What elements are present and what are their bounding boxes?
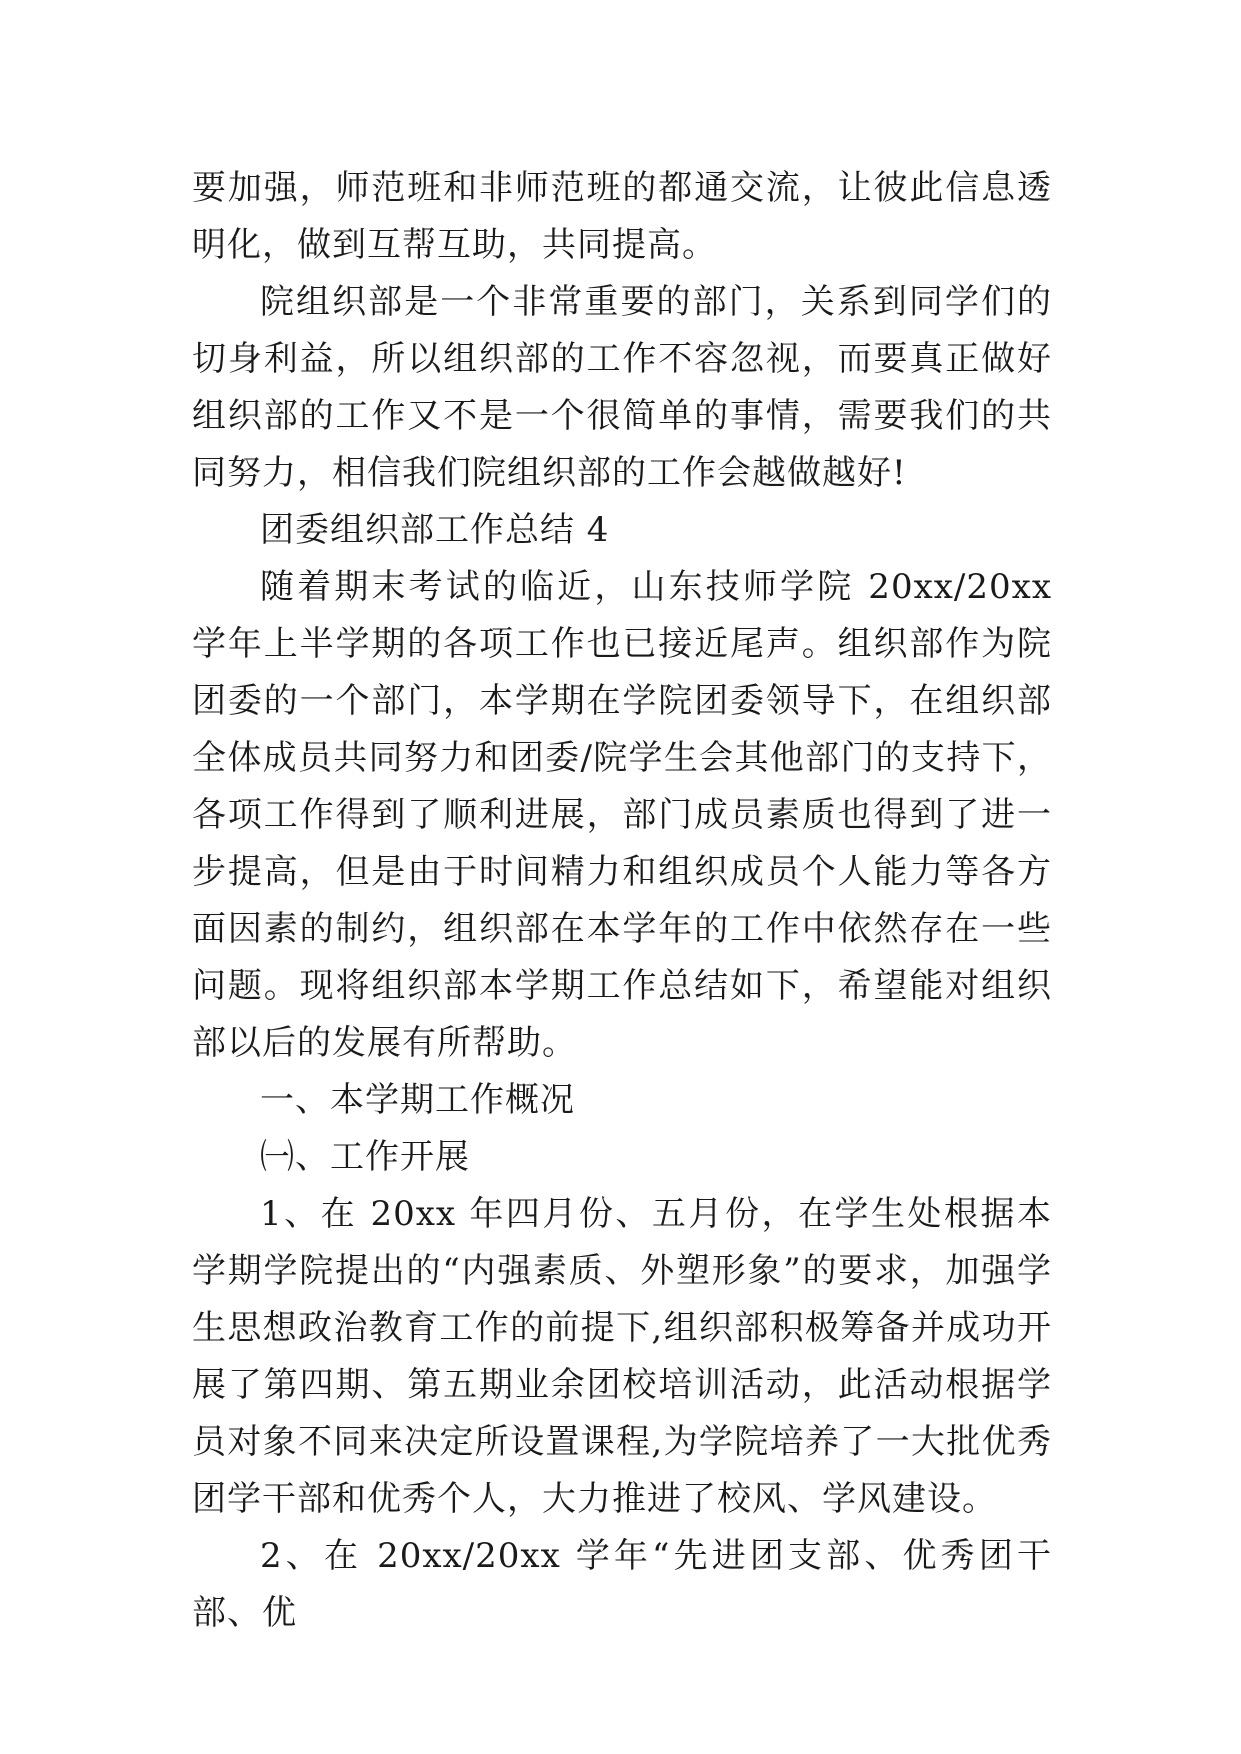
section-title: 团委组织部工作总结 4	[260, 510, 610, 550]
heading-level-1: 一、本学期工作概况	[260, 1080, 575, 1120]
list-item-2: 2、在 20xx/20xx 学年“先进团支部、优秀团干部、优	[192, 1536, 1052, 1633]
heading-level-2: ㈠、工作开展	[260, 1137, 470, 1177]
paragraph-intro: 随着期末考试的临近，山东技师学院 20xx/20xx 学年上半学期的各项工作也已接近尾声。组织部作为院团委的一个部门，本学期在学院团委领导下，在组织部全体成员共同努力和团委/院学生会其他部门的支持下，各项工作得到了顺利进展，部门成员素质也得到了进一步提高，但是由于时间精力和组织成员个人能力等各方面因素的制约，组织部在本学年的工作中依然存在一些问题。现将组织部本学期工作总结如下，希望能对组织部以后的发展有所帮助。	[192, 567, 1052, 1063]
paragraph-continuation: 要加强，师范班和非师范班的都通交流，让彼此信息透明化，做到互帮互助，共同提高。	[192, 168, 1052, 265]
document-body	[192, 160, 1052, 1642]
list-item-1: 1、在 20xx 年四月份、五月份，在学生处根据本学期学院提出的“内强素质、外塑形象”的要求，加强学生思想政治教育工作的前提下,组织部积极筹备并成功开展了第四期、第五期业余团校培训活动，此活动根据学员对象不同来决定所设置课程,为学院培养了一大批优秀团学干部和优秀个人，大力推进了校风、学风建设。	[192, 1194, 1052, 1519]
paragraph-conclusion: 院组织部是一个非常重要的部门，关系到同学们的切身利益，所以组织部的工作不容忽视，而要真正做好组织部的工作又不是一个很简单的事情，需要我们的共同努力，相信我们院组织部的工作会越做越好!	[192, 282, 1052, 493]
